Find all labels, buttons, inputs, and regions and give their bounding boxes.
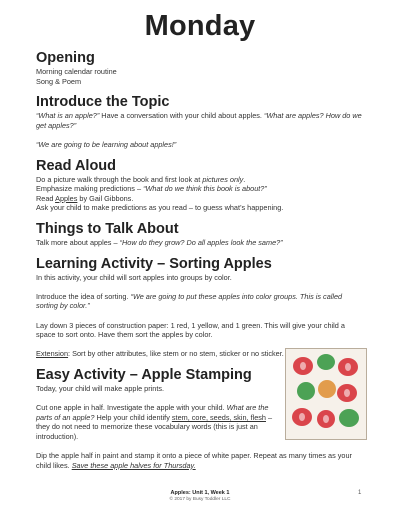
talk-paragraph	[36, 238, 366, 248]
talk-section	[36, 221, 366, 248]
sorting-quote: “We are going to put these apples into color groups. This is called sorting by color.”	[36, 291, 343, 311]
topic-heading: Introduce the Topic	[36, 94, 170, 111]
topic-question-1: “What is an apple?”	[36, 111, 100, 121]
topic-quote: “We are going to be learning about apples!”	[36, 139, 177, 149]
book-title: Apples	[55, 193, 78, 203]
easy-paragraph-2	[36, 403, 276, 441]
opening-line-song: Song & Poem	[36, 76, 82, 86]
page-title: Monday	[144, 10, 256, 42]
topic-quote-paragraph	[36, 140, 366, 150]
easy-paragraph-1: Today, your child will make apple prints.	[36, 383, 165, 393]
learning-paragraph-1: In this activity, your child will sort apples into groups by color.	[36, 272, 232, 282]
topic-section	[36, 94, 366, 149]
cut-apple-text: Cut one apple in half. Investigate the apple with your child.	[36, 403, 227, 413]
extension-label: Extension	[36, 349, 69, 359]
read-aloud-heading: Read Aloud	[36, 157, 117, 174]
footer-copyright: © 2017 by Busy Toddler LLC	[169, 497, 231, 502]
read-aloud-line-1	[36, 175, 366, 185]
footer-title: Apples: Unit 1, Week 1	[170, 490, 230, 496]
identify-text: Help your child identify	[94, 412, 172, 422]
read-aloud-line-2	[36, 184, 366, 194]
easy-heading: Easy Activity – Apple Stamping	[36, 366, 252, 383]
vocabulary-note: – they do not need to memorize these vocabulary words (this is just an introduction).	[36, 412, 273, 441]
opening-heading: Opening	[36, 50, 95, 66]
apple-parts-question: What are the parts of an apple?	[36, 403, 269, 422]
learning-heading: Learning Activity – Sorting Apples	[36, 255, 272, 272]
learning-section	[36, 256, 366, 359]
apple-prints-photo	[285, 348, 367, 440]
read-aloud-text: Do a picture walk through the book and first look at	[36, 174, 203, 184]
book-author: by Gail Gibbons.	[77, 193, 134, 203]
read-aloud-period: .	[243, 174, 246, 184]
vocabulary-words: stem, core, seeds, skin, flesh	[171, 412, 266, 422]
read-aloud-section	[36, 158, 366, 213]
page-number: 1	[358, 490, 362, 496]
learning-paragraph-2	[36, 292, 366, 311]
topic-question-2: “What are apples? How do we get apples?”	[36, 111, 362, 130]
predictions-question: “What do we think this book is about?”	[143, 184, 267, 194]
talk-question: “How do they grow? Do all apples look the same?”	[119, 237, 283, 247]
sorting-intro: Introduce the idea of sorting.	[36, 291, 131, 301]
topic-paragraph	[36, 111, 366, 130]
read-aloud-line-3	[36, 194, 366, 204]
read-aloud-line-4: Ask your child to make predictions as you read – to guess what’s happening.	[36, 203, 284, 213]
pictures-only-emphasis: pictures only	[202, 174, 244, 184]
apple-prints-image	[286, 349, 366, 439]
topic-text: Have a conversation with your child about apples.	[99, 111, 264, 121]
talk-text: Talk more about apples –	[36, 237, 120, 247]
talk-heading: Things to Talk About	[36, 220, 179, 237]
learning-paragraph-3: Lay down 3 pieces of construction paper: 1 red, 1 yellow, and 1 green. This will give your child a space to sort onto. Have them sort the apples by color.	[36, 320, 345, 340]
easy-paragraph-3	[36, 451, 366, 470]
stamping-text: Dip the apple half in paint and stamp it onto a piece of white paper. Repeat as many times as your child likes.	[36, 451, 352, 470]
opening-section	[36, 50, 366, 86]
save-halves-note: Save these apple halves for Thursday.	[71, 460, 196, 470]
opening-line-calendar: Morning calendar routine	[36, 67, 117, 76]
predictions-text: Emphasize making predictions –	[36, 184, 144, 194]
read-text: Read	[36, 193, 56, 203]
extension-text: : Sort by other attributes, like stem or no stem, sticker or no sticker.	[68, 349, 284, 359]
